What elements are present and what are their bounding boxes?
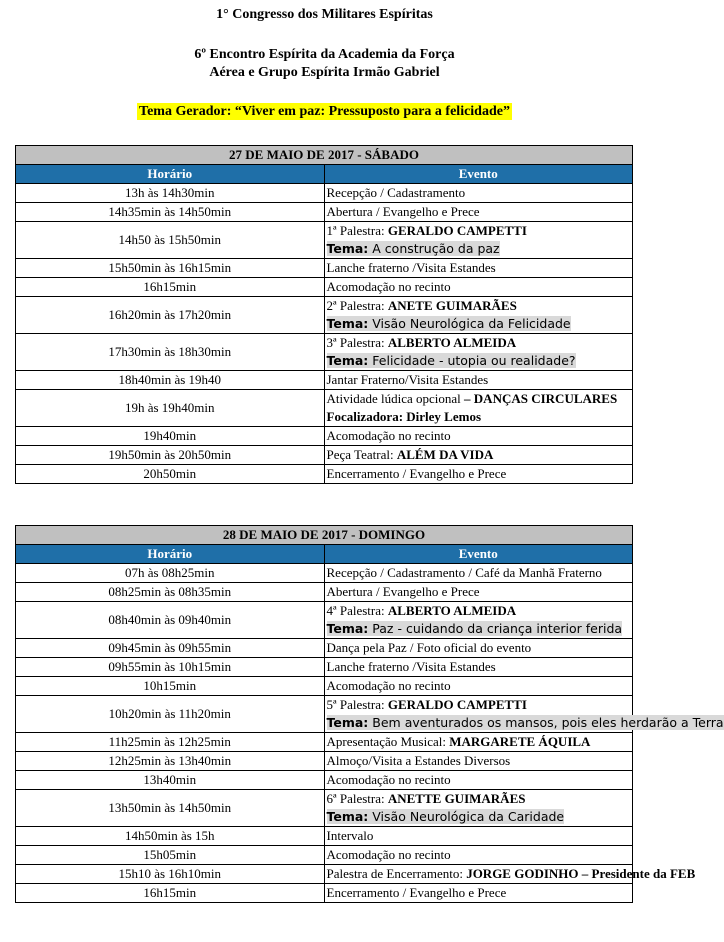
tema-label: Tema: xyxy=(326,715,369,730)
tema-text: Visão Neurológica da Felicidade xyxy=(368,316,571,331)
tema-highlight xyxy=(327,621,623,636)
theme-banner xyxy=(0,102,649,120)
day-header-row xyxy=(16,146,633,165)
event-text: Jantar Fraterno/Visita Estandes xyxy=(326,372,489,387)
event-text: Recepção / Cadastramento xyxy=(326,185,466,200)
row-time: 08h40min às 09h40min xyxy=(16,602,325,639)
event-line xyxy=(327,390,631,408)
row-time: 13h50min às 14h50min xyxy=(16,790,325,827)
schedule-row xyxy=(16,427,633,446)
tema-highlight xyxy=(327,316,571,331)
row-time: 12h25min às 13h40min xyxy=(16,752,325,771)
event-line xyxy=(327,222,631,240)
schedule-row xyxy=(16,203,633,222)
event-speaker: ANETE GUIMARÃES xyxy=(387,298,517,313)
row-event xyxy=(324,639,633,658)
event-text: Dança pela Paz / Foto oficial do evento xyxy=(326,640,532,655)
day-title: 28 DE MAIO DE 2017 - DOMINGO xyxy=(16,526,633,545)
row-event xyxy=(324,884,633,903)
row-time: 08h25min às 08h35min xyxy=(16,583,325,602)
row-time: 20h50min xyxy=(16,465,325,484)
event-text: Intervalo xyxy=(326,828,374,843)
tema-label: Tema: xyxy=(326,353,369,368)
tema-text: Felicidade - utopia ou realidade? xyxy=(368,353,576,368)
event-text: Recepção / Cadastramento / Café da Manhã Fraterno xyxy=(326,565,602,580)
column-header-event: Evento xyxy=(324,165,633,184)
event-prefix: 4ª Palestra: xyxy=(326,603,388,618)
schedule-table-sunday xyxy=(15,525,724,903)
event-line xyxy=(327,334,631,352)
event-facilitator: Focalizadora: Dirley Lemos xyxy=(326,409,482,424)
row-time: 15h10 às 16h10min xyxy=(16,865,325,884)
tema-highlight xyxy=(327,809,565,824)
column-header-row xyxy=(16,545,633,564)
event-line xyxy=(327,733,631,751)
tema-text: Bem aventurados os mansos, pois eles herdarão a Terra xyxy=(368,715,724,730)
row-time: 09h55min às 10h15min xyxy=(16,658,325,677)
event-speaker: ALÉM DA VIDA xyxy=(396,447,494,462)
row-time: 13h40min xyxy=(16,771,325,790)
row-event xyxy=(324,259,633,278)
event-speaker: GERALDO CAMPETTI xyxy=(387,697,527,712)
column-header-time: Horário xyxy=(16,545,325,564)
schedule-row xyxy=(16,564,633,583)
schedule-row xyxy=(16,334,633,371)
event-speaker: ALBERTO ALMEIDA xyxy=(387,335,517,350)
event-line xyxy=(327,297,631,315)
event-tema-line xyxy=(327,240,631,258)
congress-title: 1° Congresso dos Militares Espíritas xyxy=(216,7,433,22)
row-time: 17h30min às 18h30min xyxy=(16,334,325,371)
row-event xyxy=(324,446,633,465)
row-event xyxy=(324,427,633,446)
schedule-row xyxy=(16,884,633,903)
tema-highlight xyxy=(327,715,724,730)
row-event xyxy=(324,203,633,222)
event-subtitle-line1: 6º Encontro Espírita da Academia da Força xyxy=(194,47,455,62)
row-event xyxy=(324,658,633,677)
event-speaker: – DANÇAS CIRCULARES xyxy=(464,391,618,406)
day-title: 27 DE MAIO DE 2017 - SÁBADO xyxy=(16,146,633,165)
schedule-row xyxy=(16,790,633,827)
row-time: 11h25min às 12h25min xyxy=(16,733,325,752)
event-line xyxy=(327,696,631,714)
row-event xyxy=(324,846,633,865)
schedule-row xyxy=(16,771,633,790)
event-prefix: Palestra de Encerramento: xyxy=(326,866,467,881)
event-prefix: Peça Teatral: xyxy=(326,447,397,462)
schedule-row xyxy=(16,259,633,278)
event-prefix: Atividade lúdica opcional xyxy=(326,391,465,406)
column-header-time: Horário xyxy=(16,165,325,184)
row-time: 19h40min xyxy=(16,427,325,446)
column-header-event: Evento xyxy=(324,545,633,564)
schedule-row xyxy=(16,865,633,884)
row-event xyxy=(324,827,633,846)
row-event xyxy=(324,677,633,696)
event-line xyxy=(327,602,631,620)
event-text: Acomodação no recinto xyxy=(326,772,451,787)
theme-text: Tema Gerador: “Viver em paz: Pressuposto para a felicidade” xyxy=(139,104,510,119)
schedule-row xyxy=(16,846,633,865)
event-tema-line xyxy=(327,808,631,826)
tema-label: Tema: xyxy=(326,809,369,824)
event-text: Abertura / Evangelho e Prece xyxy=(326,204,480,219)
row-event xyxy=(324,564,633,583)
schedule-row xyxy=(16,446,633,465)
event-text: Lanche fraterno /Visita Estandes xyxy=(326,260,496,275)
row-time: 10h15min xyxy=(16,677,325,696)
row-time: 15h50min às 16h15min xyxy=(16,259,325,278)
event-subtitle-line2: Aérea e Grupo Espírita Irmão Gabriel xyxy=(209,65,440,80)
row-event xyxy=(324,733,633,752)
schedule-row xyxy=(16,677,633,696)
row-event xyxy=(324,334,633,371)
schedule-row xyxy=(16,278,633,297)
row-event xyxy=(324,696,724,733)
schedule-row xyxy=(16,658,633,677)
event-line xyxy=(326,865,696,883)
row-event xyxy=(324,184,633,203)
schedule-row xyxy=(16,752,633,771)
schedule-row xyxy=(16,827,633,846)
row-time: 19h às 19h40min xyxy=(16,390,325,427)
tema-text: A construção da paz xyxy=(368,241,500,256)
row-time: 16h15min xyxy=(16,884,325,903)
row-event xyxy=(324,297,633,334)
event-text: Acomodação no recinto xyxy=(326,428,451,443)
event-prefix: 2ª Palestra: xyxy=(326,298,388,313)
tema-highlight xyxy=(327,353,576,368)
event-speaker: ANETTE GUIMARÃES xyxy=(387,791,526,806)
event-text: Acomodação no recinto xyxy=(326,678,451,693)
event-prefix: 3ª Palestra: xyxy=(326,335,388,350)
schedule-row xyxy=(16,371,633,390)
event-text: Almoço/Visita a Estandes Diversos xyxy=(326,753,511,768)
event-line xyxy=(327,790,631,808)
schedule-row xyxy=(16,733,633,752)
event-speaker: MARGARETE ÁQUILA xyxy=(449,734,591,749)
row-event xyxy=(324,583,633,602)
row-time: 15h05min xyxy=(16,846,325,865)
row-time: 16h15min xyxy=(16,278,325,297)
row-time: 14h50 às 15h50min xyxy=(16,222,325,259)
row-time: 16h20min às 17h20min xyxy=(16,297,325,334)
event-text: Abertura / Evangelho e Prece xyxy=(326,584,480,599)
row-event xyxy=(324,865,696,884)
schedule-row xyxy=(16,696,633,733)
row-time: 07h às 08h25min xyxy=(16,564,325,583)
tema-label: Tema: xyxy=(326,241,369,256)
event-speaker: JORGE GODINHO – Presidente da FEB xyxy=(466,866,696,881)
schedule-table-saturday xyxy=(15,145,633,484)
row-event xyxy=(324,602,633,639)
schedule-row xyxy=(16,583,633,602)
row-event xyxy=(324,790,633,827)
row-time: 14h35min às 14h50min xyxy=(16,203,325,222)
event-text: Encerramento / Evangelho e Prece xyxy=(326,466,507,481)
event-speaker: ALBERTO ALMEIDA xyxy=(387,603,517,618)
row-time: 19h50min às 20h50min xyxy=(16,446,325,465)
tema-highlight xyxy=(327,241,500,256)
row-time: 18h40min às 19h40 xyxy=(16,371,325,390)
row-time: 14h50min às 15h xyxy=(16,827,325,846)
event-tema-line xyxy=(327,315,631,333)
day-header-row xyxy=(16,526,633,545)
event-text: Acomodação no recinto xyxy=(326,279,451,294)
schedule-row xyxy=(16,465,633,484)
tema-text: Visão Neurológica da Caridade xyxy=(368,809,565,824)
schedule-row xyxy=(16,184,633,203)
event-prefix: 1ª Palestra: xyxy=(326,223,388,238)
event-tema-line xyxy=(326,714,724,732)
tema-label: Tema: xyxy=(326,316,369,331)
tema-label: Tema: xyxy=(326,621,369,636)
schedule-row xyxy=(16,222,633,259)
schedule-row xyxy=(16,390,633,427)
row-event xyxy=(324,771,633,790)
event-text: Acomodação no recinto xyxy=(326,847,451,862)
row-event xyxy=(324,390,633,427)
row-event xyxy=(324,465,633,484)
row-time: 13h às 14h30min xyxy=(16,184,325,203)
row-event xyxy=(324,278,633,297)
event-text: Lanche fraterno /Visita Estandes xyxy=(326,659,496,674)
event-prefix: 6ª Palestra: xyxy=(326,791,388,806)
event-prefix: Apresentação Musical: xyxy=(326,734,450,749)
schedule-row xyxy=(16,297,633,334)
event-prefix: 5ª Palestra: xyxy=(326,697,388,712)
schedule-row xyxy=(16,602,633,639)
tema-text: Paz - cuidando da criança interior ferida xyxy=(368,621,623,636)
event-text: Encerramento / Evangelho e Prece xyxy=(326,885,507,900)
row-time: 09h45min às 09h55min xyxy=(16,639,325,658)
event-speaker: GERALDO CAMPETTI xyxy=(387,223,527,238)
event-tema-line xyxy=(327,352,631,370)
column-header-row xyxy=(16,165,633,184)
row-time: 10h20min às 11h20min xyxy=(16,696,325,733)
schedule-row xyxy=(16,639,633,658)
row-event xyxy=(324,371,633,390)
event-tema-line xyxy=(327,620,631,638)
row-event xyxy=(324,752,633,771)
row-event xyxy=(324,222,633,259)
event-line xyxy=(327,446,631,464)
